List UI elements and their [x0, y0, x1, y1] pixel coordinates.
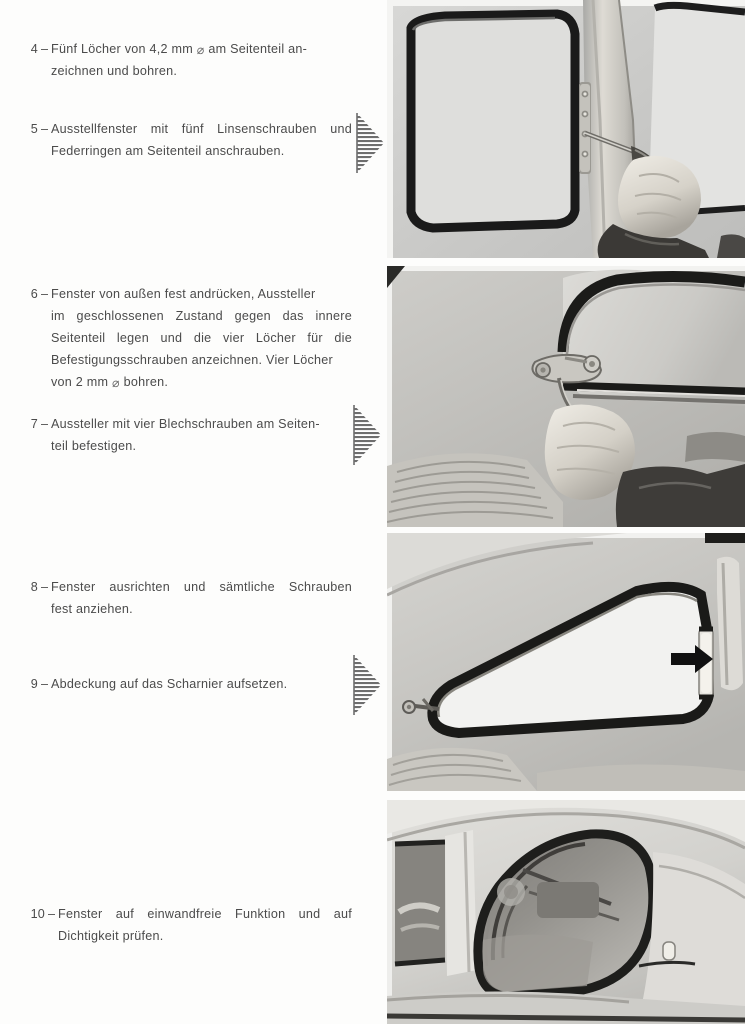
step-dash: – [40, 580, 48, 594]
step-dash: – [40, 677, 48, 691]
step-line: Dichtigkeit prüfen. [58, 929, 164, 943]
step-line: Fenster von außen fest andrücken, Aussteller [51, 287, 316, 301]
step-number: 6 [30, 287, 38, 301]
pointer-to-photo-2-icon [352, 404, 382, 466]
pointer-to-photo-3-icon [352, 654, 382, 716]
step-text [51, 118, 352, 162]
instruction-step-7 [12, 413, 352, 457]
step-line: im geschlossenen Zustand gegen das innere [51, 309, 352, 323]
step-line: Federringen am Seitenteil anschrauben. [51, 144, 285, 158]
step-number: 10 [30, 907, 45, 921]
step-line: Abdeckung auf das Scharnier aufsetzen. [51, 677, 288, 691]
instruction-step-8 [12, 576, 352, 620]
instruction-step-6 [12, 283, 352, 393]
photo-step-5 [387, 0, 745, 258]
step-text [51, 576, 352, 620]
step-dash: – [40, 122, 48, 136]
instruction-step-5 [12, 118, 352, 162]
step-line: teil befestigen. [51, 439, 137, 453]
step-line: Fenster ausrichten und sämtliche Schrauben [51, 580, 352, 594]
step-line: fest anziehen. [51, 602, 133, 616]
step-line: Fenster auf einwandfreie Funktion und auf [58, 907, 352, 921]
step-text [51, 673, 352, 695]
step-line: von 2 mm ⌀ bohren. [51, 371, 352, 393]
step-dash: – [40, 287, 48, 301]
photo-step-10 [387, 800, 745, 1024]
step-line: Aussteller mit vier Blechschrauben am Seiten- [51, 417, 320, 431]
step-line: Befestigungsschrauben anzeichnen. Vier Löcher [51, 353, 333, 367]
step-text [51, 38, 352, 82]
step-text [51, 413, 352, 457]
step-dash: – [40, 42, 48, 56]
diameter-icon: ⌀ [112, 376, 120, 390]
instruction-step-9 [12, 673, 352, 695]
step-dash: – [40, 417, 48, 431]
photo-step-9 [387, 533, 745, 791]
instruction-step-4 [12, 38, 352, 82]
step-number: 9 [30, 677, 38, 691]
pointer-to-photo-1-icon [355, 112, 385, 174]
step-number: 5 [30, 122, 38, 136]
step-text [51, 283, 352, 393]
step-line: Seitenteil legen und die vier Löcher für die [51, 331, 352, 345]
step-dash: – [47, 907, 55, 921]
photo-step-7 [387, 266, 745, 527]
step-line: Fünf Löcher von 4,2 mm ⌀ am Seitenteil an- [51, 38, 352, 60]
step-number: 4 [30, 42, 38, 56]
step-number: 7 [30, 417, 38, 431]
step-number: 8 [30, 580, 38, 594]
diameter-icon: ⌀ [196, 43, 205, 57]
step-text [58, 903, 352, 947]
step-line: zeichnen und bohren. [51, 64, 178, 78]
instruction-step-10 [12, 903, 352, 947]
step-line: Ausstellfenster mit fünf Linsenschrauben und [51, 122, 352, 136]
